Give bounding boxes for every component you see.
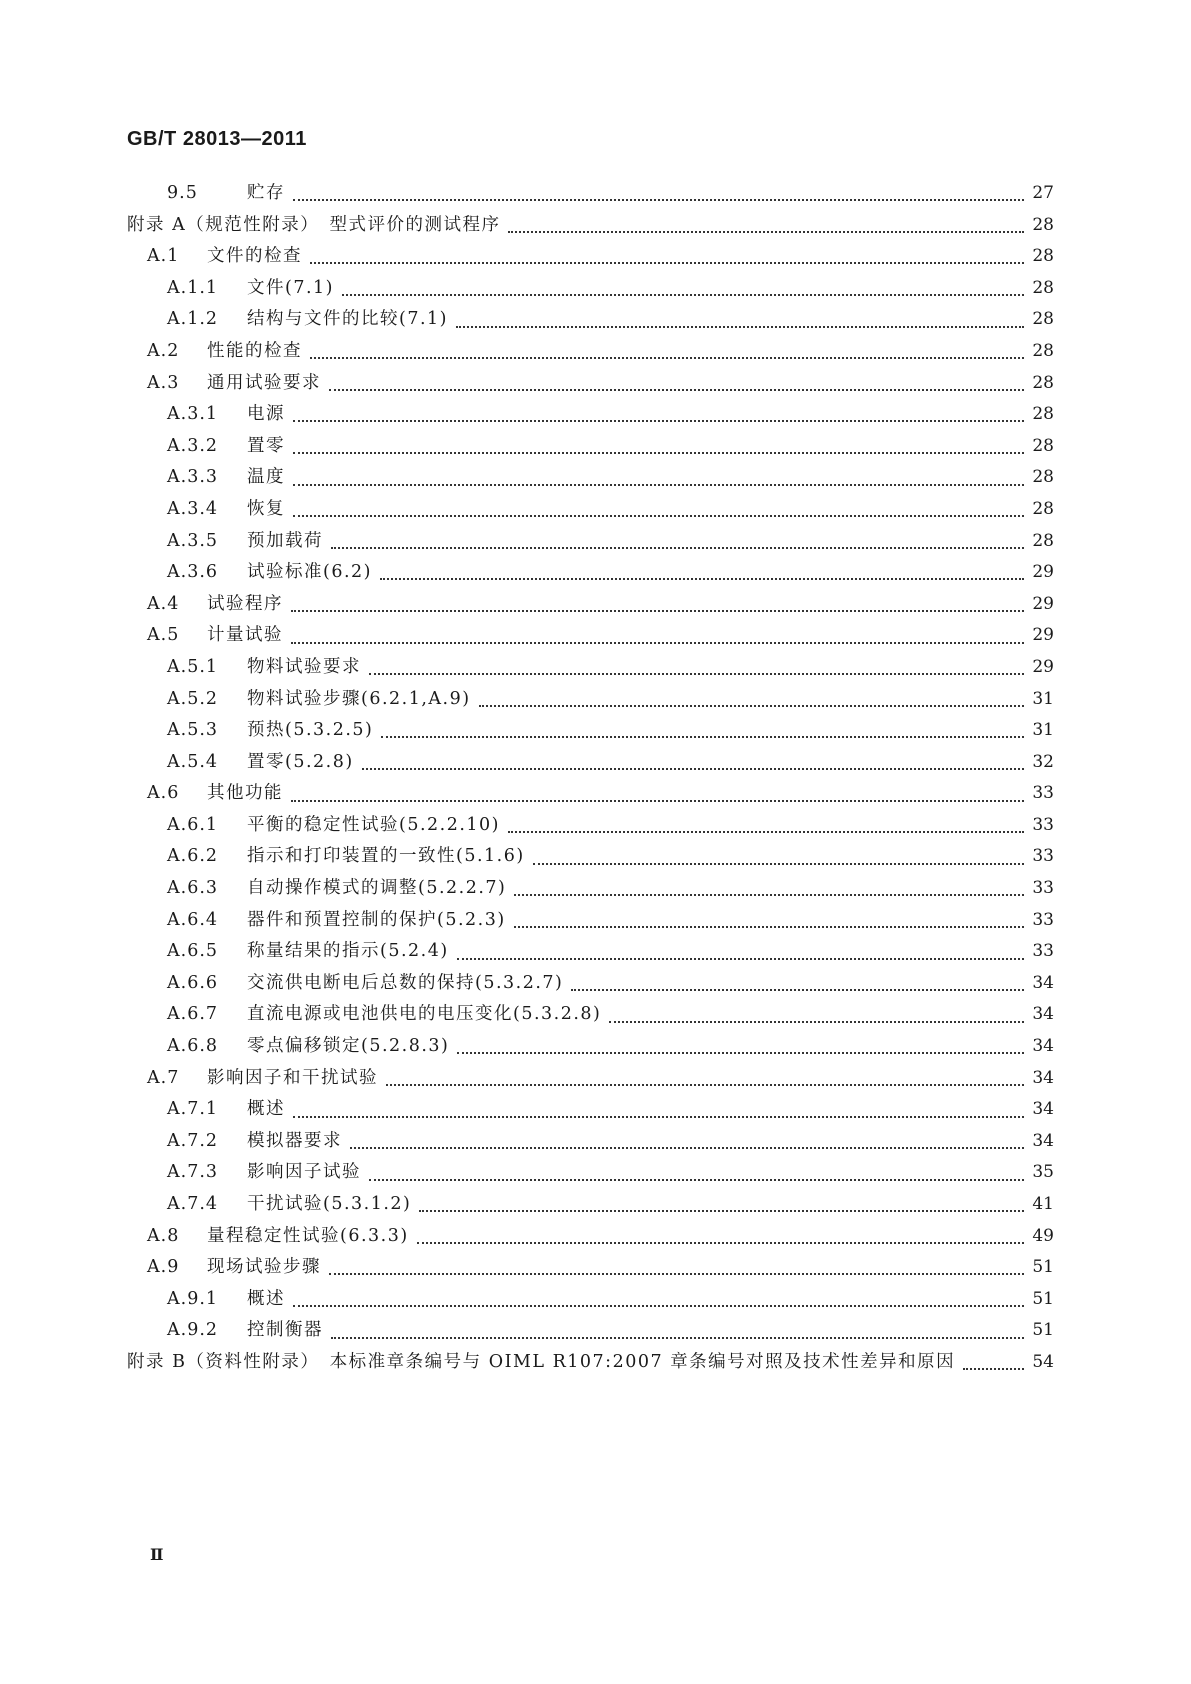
dot-leader [419,1209,1024,1212]
toc-entry-title: 概述 [247,1288,285,1309]
toc-entry-page: 41 [1032,1194,1054,1214]
toc-entry[interactable] [127,494,1054,526]
toc-entry-title: 计量试验 [207,625,283,646]
toc-entry-page: 28 [1032,498,1054,519]
toc-entry-number: A.6.3 [167,878,219,899]
toc-entry-number: A.7.1 [167,1099,219,1120]
dot-leader [386,1083,1024,1086]
toc-entry-number: A.5.3 [167,720,219,741]
toc-entry[interactable] [127,1126,1054,1158]
toc-entry-title: 恢复 [247,498,285,519]
toc-entry-title: 其他功能 [207,783,283,804]
toc-entry-title: 预热(5.3.2.5) [247,720,374,741]
toc-entry-page: 28 [1032,467,1054,488]
dot-leader [381,735,1024,738]
dot-leader [514,925,1024,928]
dot-leader [533,862,1024,865]
toc-entry-title: 电源 [247,404,285,425]
toc-entry[interactable] [127,557,1054,589]
toc-entry-number: A.3.2 [167,435,219,456]
dot-leader [329,388,1024,391]
toc-entry[interactable] [127,747,1054,779]
toc-entry-title: 控制衡器 [247,1320,323,1341]
toc-entry-number: A.7.2 [167,1130,219,1151]
dot-leader [456,325,1024,328]
toc-entry[interactable] [127,1315,1054,1347]
toc-entry-page: 35 [1032,1162,1054,1183]
dot-leader [508,230,1024,233]
toc-entry-page: 29 [1032,656,1054,677]
dot-leader [350,1146,1024,1149]
toc-entry-page: 33 [1032,941,1054,962]
toc-entry-number: A.5 [147,625,180,646]
toc-entry-number: A.5.2 [167,688,219,709]
toc-entry-title: 平衡的稳定性试验(5.2.2.10) [247,814,501,835]
toc-entry-page: 31 [1032,720,1054,741]
dot-leader [291,799,1024,802]
toc-entry-page: 51 [1032,1320,1054,1341]
toc-entry-title: 称量结果的指示(5.2.4) [247,941,449,962]
dot-leader [380,577,1024,580]
toc-entry-page: 28 [1032,277,1054,298]
dot-leader [293,483,1024,486]
toc-entry-number: A.6 [147,783,180,804]
toc-entry[interactable] [127,210,1054,242]
toc-entry-number: A.1.1 [167,277,219,298]
toc-entry[interactable] [127,652,1054,684]
toc-entry-title: 温度 [247,467,285,488]
dot-leader [571,988,1024,991]
toc-entry-number: A.3.1 [167,404,219,425]
toc-entry[interactable] [127,273,1054,305]
toc-entry[interactable] [127,178,1054,210]
toc-entry-page: 34 [1032,1004,1054,1025]
page-number: Ⅱ [150,1545,165,1564]
toc-entry-page: 33 [1032,814,1054,835]
toc-entry[interactable] [127,399,1054,431]
dot-leader [293,451,1024,454]
toc-entry-title: 置零(5.2.8) [247,751,354,772]
toc-entry-page: 54 [1032,1351,1054,1372]
toc-entry[interactable] [127,368,1054,400]
toc-entry-page: 28 [1032,404,1054,425]
toc-entry[interactable] [127,810,1054,842]
toc-entry-title: 自动操作模式的调整(5.2.2.7) [247,878,507,899]
dot-leader [293,419,1024,422]
toc-entry-page: 28 [1032,372,1054,393]
toc-entry-title: 置零 [247,435,285,456]
toc-entry-title: 器件和预置控制的保护(5.2.3) [247,909,506,930]
toc-entry-number: A.6.4 [167,909,219,930]
standard-code-header: GB/T 28013—2011 [127,128,307,150]
dot-leader [331,546,1024,549]
toc-entry[interactable] [127,936,1054,968]
toc-entry-number: A.5.4 [167,751,219,772]
table-of-contents [127,178,1054,1379]
toc-entry-title: 干扰试验(5.3.1.2) [247,1194,412,1214]
dot-leader [457,957,1024,960]
toc-entry[interactable] [127,968,1054,1000]
toc-entry-number: A.3.6 [167,562,219,583]
toc-entry-page: 33 [1032,909,1054,930]
toc-entry-number: A.6.8 [167,1036,219,1057]
toc-entry-page: 33 [1032,878,1054,899]
toc-entry[interactable] [127,841,1054,873]
toc-entry-title: 直流电源或电池供电的电压变化(5.3.2.8) [247,1004,602,1025]
toc-entry-title: 指示和打印装置的一致性(5.1.6) [247,846,525,867]
toc-entry-title: 性能的检查 [207,340,302,361]
toc-entry-page: 51 [1032,1257,1054,1278]
toc-entry[interactable] [127,999,1054,1031]
toc-entry-title: 通用试验要求 [207,372,321,393]
toc-entry-page: 28 [1032,435,1054,456]
toc-entry-number: A.3 [147,372,180,393]
dot-leader [963,1367,1024,1370]
toc-entry-page: 34 [1032,1099,1054,1120]
toc-entry[interactable] [127,526,1054,558]
toc-entry[interactable] [127,1157,1054,1189]
dot-leader [293,1115,1024,1118]
toc-entry-page: 28 [1032,246,1054,267]
toc-entry-number: A.6.5 [167,941,219,962]
toc-entry[interactable] [127,589,1054,621]
toc-entry-page: 29 [1032,593,1054,614]
toc-entry-page: 28 [1032,214,1054,235]
toc-entry-title: 零点偏移锁定(5.2.8.3) [247,1036,450,1057]
toc-entry-title: 试验标准(6.2) [247,562,372,583]
toc-entry-title: 附录 A（规范性附录） 型式评价的测试程序 [127,214,501,235]
toc-entry-number: A.6.6 [167,972,219,993]
dot-leader [369,1178,1024,1181]
dot-leader [291,609,1024,612]
toc-entry-number: A.9.1 [167,1288,219,1309]
toc-entry[interactable] [127,336,1054,368]
toc-entry-number: A.9.2 [167,1320,219,1341]
toc-entry-page: 27 [1032,183,1054,203]
toc-entry-number: A.1.2 [167,309,219,330]
toc-entry-title: 模拟器要求 [247,1130,342,1151]
toc-entry-page: 51 [1032,1288,1054,1309]
toc-entry-title: 文件的检查 [207,246,302,267]
toc-entry[interactable] [127,1094,1054,1126]
toc-entry-number: A.3.5 [167,530,219,551]
toc-entry[interactable] [127,778,1054,810]
toc-entry-title: 预加载荷 [247,530,323,551]
toc-entry[interactable] [127,1063,1054,1095]
toc-entry-title: 概述 [247,1099,285,1120]
toc-entry-page: 34 [1032,1130,1054,1151]
toc-entry-title: 交流供电断电后总数的保持(5.3.2.7) [247,972,564,993]
toc-entry-number: A.3.4 [167,498,219,519]
toc-entry-title: 影响因子试验 [247,1162,361,1183]
toc-entry-number: A.8 [147,1225,180,1246]
toc-entry-page: 33 [1032,846,1054,867]
toc-entry-page: 28 [1032,340,1054,361]
toc-entry-page: 34 [1032,1067,1054,1088]
toc-entry-number: 9.5 [167,183,198,203]
toc-entry-page: 29 [1032,562,1054,583]
toc-entry[interactable] [127,1189,1054,1221]
toc-entry[interactable] [127,1252,1054,1284]
toc-entry[interactable] [127,304,1054,336]
toc-entry-title: 物料试验要求 [247,656,361,677]
dot-leader [514,893,1024,896]
dot-leader [342,293,1024,296]
toc-entry[interactable] [127,873,1054,905]
toc-entry[interactable] [127,241,1054,273]
toc-entry-page: 32 [1032,751,1054,772]
toc-entry-number: A.5.1 [167,656,219,677]
dot-leader [310,356,1024,359]
toc-entry[interactable] [127,431,1054,463]
dot-leader [479,704,1024,707]
toc-entry-page: 28 [1032,309,1054,330]
toc-entry-title: 试验程序 [207,593,283,614]
toc-entry[interactable] [127,1347,1054,1379]
toc-entry-page: 28 [1032,530,1054,551]
toc-entry-title: 附录 B（资料性附录） 本标准章条编号与 OIML R107:2007 章条编号对照及技术性差异和原因 [127,1351,956,1372]
dot-leader [331,1336,1024,1339]
dot-leader [293,514,1024,517]
toc-entry-title: 文件(7.1) [247,277,334,298]
toc-entry-number: A.7.4 [167,1194,219,1214]
toc-entry-title: 现场试验步骤 [207,1257,321,1278]
toc-entry-number: A.7.3 [167,1162,219,1183]
toc-entry-title: 结构与文件的比较(7.1) [247,309,448,330]
dot-leader [417,1241,1024,1244]
dot-leader [329,1272,1024,1275]
toc-entry-page: 29 [1032,625,1054,646]
dot-leader [508,830,1024,833]
toc-entry-page: 34 [1032,972,1054,993]
dot-leader [609,1020,1024,1023]
toc-entry-page: 33 [1032,783,1054,804]
toc-entry-title: 物料试验步骤(6.2.1,A.9) [247,688,471,709]
toc-entry[interactable] [127,715,1054,747]
toc-entry-number: A.9 [147,1257,180,1278]
dot-leader [362,767,1024,770]
toc-entry-number: A.6.7 [167,1004,219,1025]
toc-entry[interactable] [127,1284,1054,1316]
toc-entry[interactable] [127,462,1054,494]
toc-entry-number: A.2 [147,340,180,361]
toc-entry-number: A.7 [147,1067,180,1088]
toc-entry-number: A.4 [147,593,180,614]
toc-entry[interactable] [127,905,1054,937]
dot-leader [310,261,1024,264]
dot-leader [293,1304,1024,1307]
toc-entry-title: 贮存 [247,183,285,203]
toc-entry-number: A.3.3 [167,467,219,488]
toc-entry-page: 49 [1032,1225,1054,1246]
toc-entry-page: 31 [1032,688,1054,709]
toc-entry-page: 34 [1032,1036,1054,1057]
toc-entry[interactable] [127,684,1054,716]
dot-leader [457,1051,1024,1054]
toc-entry-number: A.6.1 [167,814,219,835]
toc-entry-number: A.6.2 [167,846,219,867]
toc-entry[interactable] [127,620,1054,652]
toc-entry-title: 量程稳定性试验(6.3.3) [207,1225,409,1246]
toc-entry-title: 影响因子和干扰试验 [207,1067,378,1088]
toc-entry[interactable] [127,1221,1054,1253]
dot-leader [369,672,1024,675]
dot-leader [293,198,1024,201]
toc-entry-number: A.1 [147,246,180,267]
toc-entry[interactable] [127,1031,1054,1063]
dot-leader [291,641,1024,644]
